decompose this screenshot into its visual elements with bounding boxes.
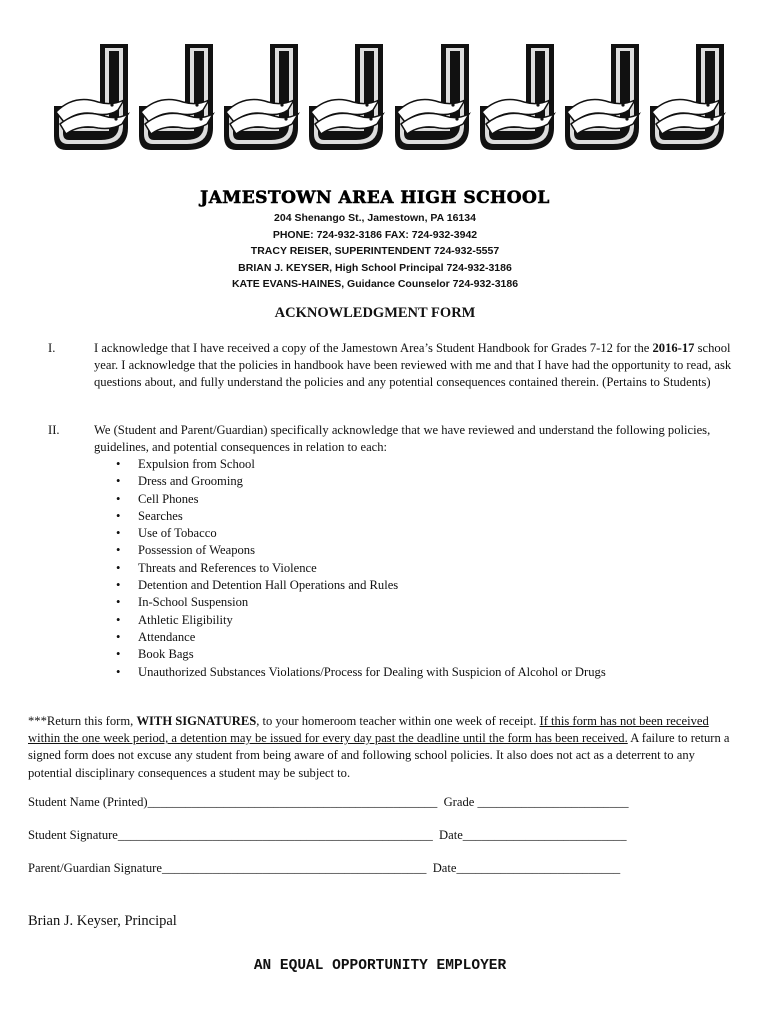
policy-item: • In-School Suspension: [116, 594, 738, 611]
principal-signoff: Brian J. Keyser, Principal: [28, 913, 177, 929]
policy-item: • Attendance: [116, 629, 738, 646]
policy-item: • Use of Tobacco: [116, 525, 738, 542]
policy-item: • Book Bags: [116, 646, 738, 663]
j-fish-logo: [305, 42, 389, 154]
policy-item: • Expulsion from School: [116, 456, 738, 473]
j-fish-logo: [476, 42, 560, 154]
policy-item: • Unauthorized Substances Violations/Process for Dealing with Suspicion of Alcohol or Drugs: [116, 664, 738, 681]
j-fish-logo: [220, 42, 304, 154]
section-one: [48, 340, 738, 391]
deadline-warning: If this form has not been received within the one week period, a detention may be issued for every day past the deadline until the form has been received.: [28, 714, 709, 746]
principal-line: BRIAN J. KEYSER, High School Principal 724-932-3186: [238, 261, 512, 274]
student-name-field[interactable]: Student Name (Printed)______________________________________________ Grade ________________________: [28, 795, 629, 809]
j-fish-logo: [135, 42, 219, 154]
form-title: ACKNOWLEDGMENT FORM: [274, 305, 476, 321]
logo-row: [50, 42, 730, 160]
school-address: 204 Shenango St., Jamestown, PA 16134: [274, 212, 476, 224]
school-year: 2016-17: [652, 341, 695, 355]
equal-opportunity-footer: AN EQUAL OPPORTUNITY EMPLOYER: [253, 958, 507, 974]
school-contact-block: [0, 210, 750, 293]
section-text: [94, 422, 738, 681]
policy-item: • Detention and Detention Hall Operations and Rules: [116, 577, 738, 594]
j-fish-logo: [646, 42, 730, 154]
school-phone: PHONE: 724-932-3186 FAX: 724-932-3942: [272, 228, 478, 241]
section-text: I acknowledge that I have received a copy of the Jamestown Area’s Student Handbook for Grades 7-12 for the 2016-17 school year. I acknowledge that the policies in handbook have been reviewed with me and that I have had the opportunity to read, ask questions about, and fully understand the policies and any potential consequences contained therein. (Pertains to Students): [94, 341, 732, 389]
student-signature-field[interactable]: Student Signature__________________________________________________ Date__________________________: [28, 828, 627, 842]
policy-item: • Threats and References to Violence: [116, 560, 738, 577]
j-fish-logo: [391, 42, 475, 154]
policy-item: • Cell Phones: [116, 491, 738, 508]
policy-list: [94, 456, 738, 681]
j-fish-logo: [561, 42, 645, 154]
superintendent-line: TRACY REISER, SUPERINTENDENT 724-932-5557: [250, 245, 500, 257]
parent-signature-field[interactable]: Parent/Guardian Signature__________________________________________ Date__________________________: [28, 861, 621, 875]
policy-item: • Athletic Eligibility: [116, 612, 738, 629]
policy-item: • Searches: [116, 508, 738, 525]
section-two: [48, 422, 738, 681]
section-number: I.: [48, 341, 56, 355]
signatures-emphasis: WITH SIGNATURES: [136, 714, 257, 728]
return-notice: ***Return this form, WITH SIGNATURES, to your homeroom teacher within one week of receipt. If this form has not been received within the one week period, a detention may be issued for every day past the deadline until the form has been received. A failure to return a signed form does not excuse any student from being aware of and following school policies. It also does not act as a deterrent to any potential disciplinary consequences a student may be subject to.: [28, 714, 730, 780]
section-number: II.: [48, 423, 60, 437]
section-intro: We (Student and Parent/Guardian) specifically acknowledge that we have reviewed and understand the following policies, guidelines, and potential consequences in relation to each:: [94, 423, 711, 454]
school-name: JAMESTOWN AREA HIGH SCHOOL: [200, 188, 550, 208]
counselor-line: KATE EVANS-HAINES, Guidance Counselor 724-932-3186: [231, 278, 519, 290]
policy-item: • Possession of Weapons: [116, 542, 738, 559]
policy-item: • Dress and Grooming: [116, 473, 738, 490]
j-fish-logo: [50, 42, 134, 154]
